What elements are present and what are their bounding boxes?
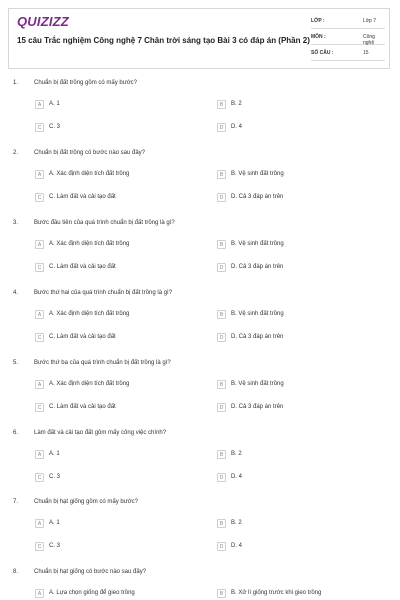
option-text: D. 4: [231, 474, 243, 480]
option-letter-box: B: [217, 240, 226, 249]
question-8: [0, 569, 400, 600]
option-letter-box: A: [35, 310, 44, 319]
option-letter-box: A: [35, 450, 44, 459]
option-text: B. Vệ sinh đất trồng: [231, 171, 284, 177]
question-text: Chuẩn bị hạt giống có bước nào sau đây?: [34, 569, 147, 575]
question-6: [0, 430, 400, 500]
option-text: C. Làm đất và cải tạo đất: [49, 404, 116, 410]
option-text: A. 1: [49, 101, 60, 107]
option-letter-box: C: [35, 263, 44, 272]
meta-row-count: [311, 45, 385, 61]
question-3: [0, 220, 400, 290]
meta-label: LỚP :: [311, 18, 325, 24]
question-1: [0, 80, 400, 150]
option-letter-box: A: [35, 589, 44, 598]
option-text: D. 4: [231, 124, 243, 130]
option-letter-box: D: [217, 403, 226, 412]
option-text: C. Làm đất và cải tạo đất: [49, 194, 116, 200]
meta-label: SỐ CÂU :: [311, 50, 334, 56]
option-letter-box: A: [35, 519, 44, 528]
option-letter-box: D: [217, 123, 226, 132]
question-number: 1.: [13, 80, 19, 86]
question-text: Bước thứ ba của quá trình chuẩn bị đất trồng là gì?: [34, 360, 171, 366]
option-text: B. 2: [231, 520, 242, 526]
question-number: 6.: [13, 430, 19, 436]
option-letter-box: C: [35, 542, 44, 551]
option-letter-box: C: [35, 333, 44, 342]
option-letter-box: C: [35, 403, 44, 412]
option-letter-box: B: [217, 310, 226, 319]
option-letter-box: C: [35, 123, 44, 132]
option-text: D. Cả 3 đáp án trên: [231, 194, 284, 200]
option-text: D. 4: [231, 543, 243, 549]
worksheet-header: [8, 8, 390, 69]
question-5: [0, 360, 400, 430]
meta-label: MÔN :: [311, 34, 326, 40]
option-text: A. 1: [49, 520, 60, 526]
option-text: B. Vệ sinh đất trồng: [231, 311, 284, 317]
option-letter-box: C: [35, 473, 44, 482]
option-text: C. 3: [49, 124, 61, 130]
option-letter-box: A: [35, 240, 44, 249]
option-letter-box: D: [217, 473, 226, 482]
question-2: [0, 150, 400, 220]
question-number: 8.: [13, 569, 19, 575]
option-letter-box: C: [35, 193, 44, 202]
option-text: B. Vệ sinh đất trồng: [231, 381, 284, 387]
option-text: B. Xử lí giống trước khi gieo trồng: [231, 590, 322, 596]
option-text: C. 3: [49, 543, 61, 549]
worksheet-title: 15 câu Trắc nghiệm Công nghệ 7 Chân trời sáng tạo Bài 3 có đáp án (Phần 2): [17, 36, 310, 45]
meta-value: Công nghệ: [363, 34, 375, 46]
option-text: A. Xác định diện tích đất trồng: [49, 241, 130, 247]
option-text: C. 3: [49, 474, 61, 480]
meta-value: Lớp 7: [363, 18, 377, 24]
option-letter-box: B: [217, 170, 226, 179]
option-letter-box: D: [217, 193, 226, 202]
option-letter-box: B: [217, 589, 226, 598]
question-7: [0, 499, 400, 569]
question-text: Bước thứ hai của quá trình chuẩn bị đất trồng là gì?: [34, 290, 173, 296]
option-letter-box: A: [35, 380, 44, 389]
question-text: Chuẩn bị hạt giống gồm có mấy bước?: [34, 499, 139, 505]
option-letter-box: D: [217, 333, 226, 342]
option-text: A. Lựa chọn giống để gieo trồng: [49, 590, 135, 596]
question-text: Chuẩn bị đất trồng có bước nào sau đây?: [34, 150, 146, 156]
option-letter-box: D: [217, 263, 226, 272]
meta-value: 15: [363, 50, 369, 56]
option-text: B. Vệ sinh đất trồng: [231, 241, 284, 247]
option-text: A. Xác định diện tích đất trồng: [49, 311, 130, 317]
question-text: Bước đầu tiên của quá trình chuẩn bị đất trồng là gì?: [34, 220, 175, 226]
question-number: 3.: [13, 220, 19, 226]
question-text: Chuẩn bị đất trồng gồm có mấy bước?: [34, 80, 138, 86]
option-letter-box: B: [217, 519, 226, 528]
option-text: A. Xác định diện tích đất trồng: [49, 171, 130, 177]
option-text: D. Cả 3 đáp án trên: [231, 334, 284, 340]
question-number: 5.: [13, 360, 19, 366]
option-letter-box: A: [35, 100, 44, 109]
quizizz-logo: QUIZIZZ: [17, 14, 69, 29]
question-text: Làm đất và cải tạo đất gồm mấy công việc chính?: [34, 430, 167, 436]
option-letter-box: D: [217, 542, 226, 551]
option-text: B. 2: [231, 101, 242, 107]
option-text: A. Xác định diện tích đất trồng: [49, 381, 130, 387]
option-letter-box: B: [217, 380, 226, 389]
option-letter-box: B: [217, 450, 226, 459]
question-number: 2.: [13, 150, 19, 156]
question-number: 7.: [13, 499, 19, 505]
question-4: [0, 290, 400, 360]
option-text: B. 2: [231, 451, 242, 457]
option-text: C. Làm đất và cải tạo đất: [49, 334, 116, 340]
option-text: A. 1: [49, 451, 60, 457]
option-text: D. Cả 3 đáp án trên: [231, 404, 284, 410]
option-text: D. Cả 3 đáp án trên: [231, 264, 284, 270]
question-number: 4.: [13, 290, 19, 296]
meta-row-class: [311, 13, 385, 29]
option-letter-box: B: [217, 100, 226, 109]
meta-table: [311, 13, 385, 61]
option-text: C. Làm đất và cải tạo đất: [49, 264, 116, 270]
meta-row-subject: [311, 29, 385, 45]
option-letter-box: A: [35, 170, 44, 179]
